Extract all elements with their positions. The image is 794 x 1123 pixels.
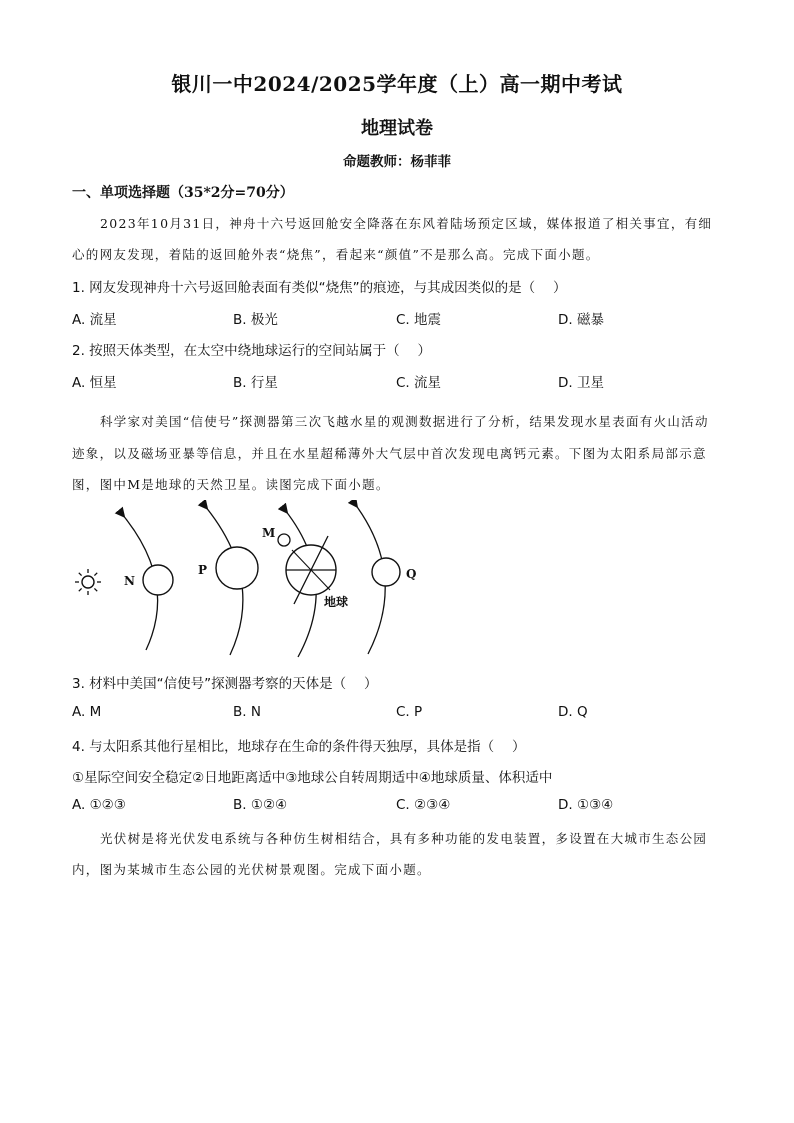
earth-globe — [286, 536, 336, 604]
q3-option-c: C. P — [396, 704, 423, 720]
q4-conditions: ①星际空间安全稳定②日地距离适中③地球公自转周期适中④地球质量、体积适中 — [72, 770, 553, 786]
q1-option-a: A. 流星 — [72, 312, 117, 328]
material1-line1: 2023年10月31日，神舟十六号返回舱安全降落在东风着陆场预定区域，媒体报道了相关事宜，有细 — [100, 216, 713, 231]
solar-system-diagram — [60, 500, 440, 660]
q4-stem: 4. 与太阳系其他行星相比，地球存在生命的条件得天独厚，具体是指（ ） — [72, 739, 526, 755]
q3-stem: 3. 材料中美国“信使号”探测器考察的天体是（ ） — [72, 676, 378, 692]
label-n: N — [124, 574, 135, 588]
q4-option-d: D. ①③④ — [558, 797, 614, 813]
label-m: M — [262, 526, 276, 540]
page-title: 银川一中2024/2025学年度（上）高一期中考试 — [171, 72, 623, 96]
q3-option-d: D. Q — [558, 704, 588, 720]
moon-m — [278, 534, 290, 546]
sun-icon — [75, 569, 101, 595]
planet-n — [143, 565, 173, 595]
teacher-line: 命题教师：杨菲菲 — [343, 154, 451, 170]
q3-option-a: A. M — [72, 704, 102, 720]
material1-line2: 心的网友发现，着陆的返回舱外表“烧焦”，看起来“颜值”不是那么高。完成下面小题。 — [72, 247, 600, 262]
planet-p — [216, 547, 258, 589]
subject-title: 地理试卷 — [361, 118, 433, 139]
q1-option-c: C. 地震 — [396, 312, 442, 328]
q2-option-d: D. 卫星 — [558, 375, 604, 391]
q1-stem: 1. 网友发现神舟十六号返回舱表面有类似“烧焦”的痕迹，与其成因类似的是（ ） — [72, 280, 567, 296]
material3-line1: 光伏树是将光伏发电系统与各种仿生树相结合，具有多种功能的发电装置，多设置在大城市生态公园 — [100, 831, 708, 846]
q2-stem: 2. 按照天体类型，在太空中绕地球运行的空间站属于（ ） — [72, 343, 431, 359]
q2-option-b: B. 行星 — [233, 375, 278, 391]
planet-q — [372, 558, 400, 586]
q3-option-b: B. N — [233, 704, 261, 720]
q1-option-b: B. 极光 — [233, 312, 278, 328]
material2-line2: 迹象，以及磁场亚暴等信息，并且在水星超稀薄外大气层中首次发现电离钙元素。下图为太阳系局部示意 — [72, 446, 707, 461]
section-heading: 一、单项选择题（35*2分=70分） — [72, 185, 294, 201]
label-p: P — [198, 563, 208, 577]
label-q: Q — [406, 567, 417, 581]
q2-option-a: A. 恒星 — [72, 375, 117, 391]
label-earth: 地球 — [324, 595, 349, 609]
q1-option-d: D. 磁暴 — [558, 312, 604, 328]
q4-option-b: B. ①②④ — [233, 797, 288, 813]
material3-line2: 内，图为某城市生态公园的光伏树景观图。完成下面小题。 — [72, 862, 431, 877]
q2-option-c: C. 流星 — [396, 375, 442, 391]
material2-line1: 科学家对美国“信使号”探测器第三次飞越水星的观测数据进行了分析，结果发现水星表面有火山活动 — [100, 414, 709, 429]
q4-option-a: A. ①②③ — [72, 797, 126, 813]
material2-line3: 图，图中M是地球的天然卫星。读图完成下面小题。 — [72, 477, 390, 492]
q4-option-c: C. ②③④ — [396, 797, 451, 813]
